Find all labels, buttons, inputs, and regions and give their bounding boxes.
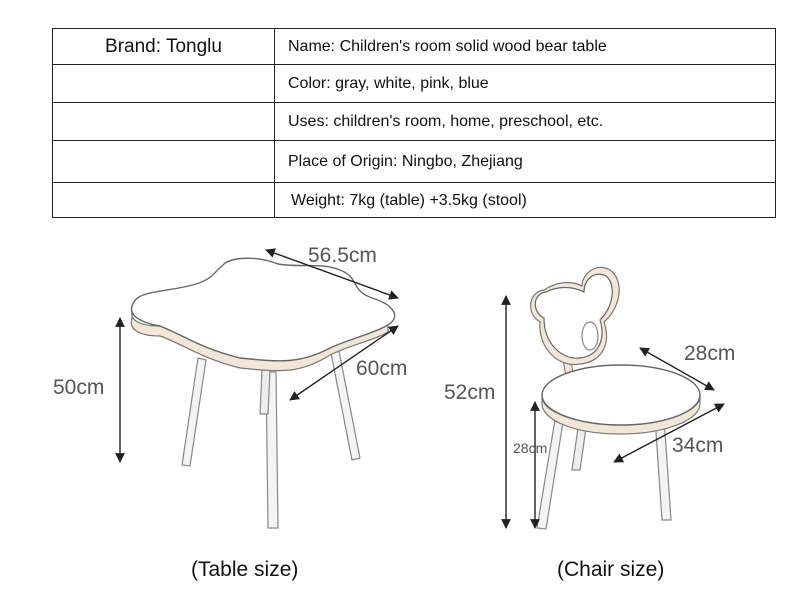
chair-seat-depth-label: 34cm [672, 434, 724, 457]
table-illustration [131, 258, 394, 528]
chair-height-label: 52cm [444, 381, 496, 404]
chair-seat-height-label: 28cm [513, 440, 548, 456]
table-caption: (Table size) [191, 558, 299, 581]
uses-cell: Uses: children's room, home, preschool, etc. [288, 112, 604, 130]
table-width-label: 56.5cm [308, 244, 377, 267]
table-depth-label: 60cm [356, 357, 408, 380]
weight-cell: Weight: 7kg (table) +3.5kg (stool) [291, 191, 527, 209]
name-cell: Name: Children's room solid wood bear table [288, 37, 607, 55]
origin-cell: Place of Origin: Ningbo, Zhejiang [288, 152, 523, 170]
chair-seat-width-label: 28cm [684, 342, 736, 365]
chair-caption: (Chair size) [557, 558, 665, 581]
color-cell: Color: gray, white, pink, blue [288, 74, 489, 92]
table-height-label: 50cm [53, 376, 105, 399]
chair-illustration [531, 267, 700, 529]
brand-cell: Brand: Tonglu [105, 35, 222, 57]
